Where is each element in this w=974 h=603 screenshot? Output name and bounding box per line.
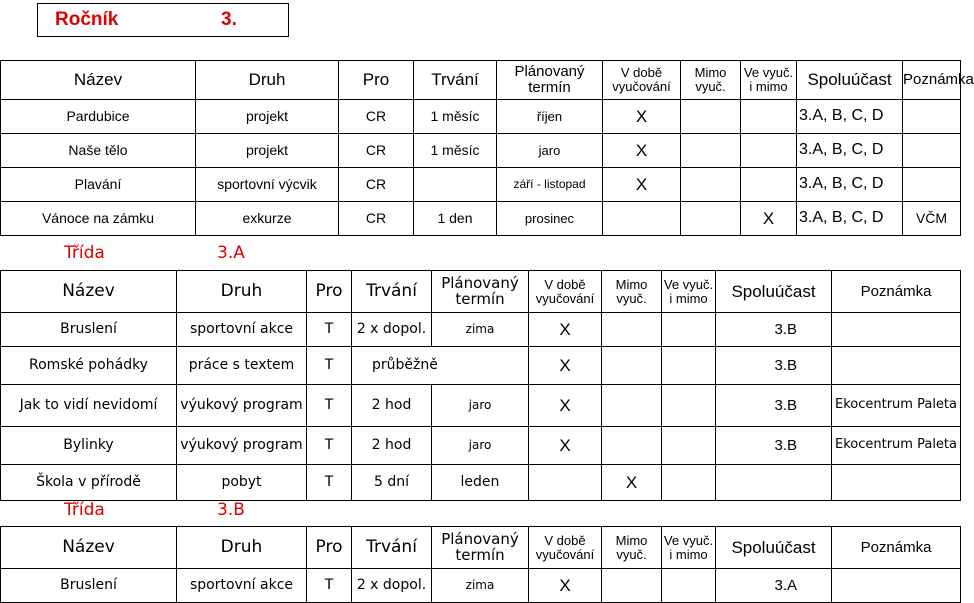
- col-trvani: Trvání: [352, 527, 432, 569]
- cell-nazev: Plavání: [1, 168, 196, 202]
- cell-poznamka: VČM: [903, 202, 961, 236]
- cell-pro: CR: [339, 100, 414, 134]
- cell-pro: T: [307, 385, 352, 427]
- col-druh: Druh: [196, 61, 339, 100]
- table-class-3b: [0, 526, 961, 603]
- cell-poznamka: [832, 569, 961, 603]
- cell-spoluucast: 3.A, B, C, D: [797, 202, 903, 236]
- cell-druh: projekt: [196, 100, 339, 134]
- cell-poznamka: Ekocentrum Paleta: [832, 427, 961, 465]
- year-value: 3.: [221, 9, 237, 30]
- cell-pro: CR: [339, 202, 414, 236]
- col-poznamka: Poznámka: [903, 61, 961, 100]
- cell-poznamka: [832, 313, 961, 347]
- cell-ve: [662, 313, 716, 347]
- table-row: [1, 347, 961, 385]
- col-mimo-vyuc: Mimo vyuč.: [602, 527, 662, 569]
- cell-spoluucast: 3.B: [716, 347, 832, 385]
- col-poznamka: Poznámka: [832, 527, 961, 569]
- col-ve-vyuc-i-mimo: Ve vyuč. i mimo: [662, 271, 716, 313]
- section-class-value: 3.A: [217, 243, 245, 263]
- col-nazev: Název: [1, 271, 177, 313]
- cell-mimo: [602, 313, 662, 347]
- cell-v-dobe: X: [603, 134, 681, 168]
- cell-trvani: průběžně: [352, 347, 529, 385]
- cell-nazev: Bruslení: [1, 313, 177, 347]
- cell-druh: výukový program: [177, 385, 307, 427]
- cell-termin: leden: [432, 465, 529, 501]
- cell-spoluucast: 3.B: [716, 427, 832, 465]
- cell-nazev: Bruslení: [1, 569, 177, 603]
- cell-nazev: Vánoce na zámku: [1, 202, 196, 236]
- col-nazev: Název: [1, 61, 196, 100]
- table-row: [1, 385, 961, 427]
- cell-poznamka: [832, 465, 961, 501]
- cell-mimo: [681, 202, 741, 236]
- section-class-label: Třída: [64, 500, 105, 520]
- cell-mimo: [602, 385, 662, 427]
- table-row: [1, 202, 961, 236]
- col-v-dobe-vyucovani: V době vyučování: [529, 271, 602, 313]
- col-mimo-vyuc: Mimo vyuč.: [602, 271, 662, 313]
- cell-nazev: Škola v přírodě: [1, 465, 177, 501]
- cell-v-dobe: X: [529, 347, 602, 385]
- cell-spoluucast: 3.B: [716, 385, 832, 427]
- cell-trvani: [414, 168, 497, 202]
- cell-termin: jaro: [432, 385, 529, 427]
- cell-poznamka: [832, 347, 961, 385]
- cell-mimo: [602, 347, 662, 385]
- col-pro: Pro: [339, 61, 414, 100]
- col-spoluucast: Spoluúčast: [797, 61, 903, 100]
- table-row: [1, 134, 961, 168]
- col-ve-vyuc-i-mimo: Ve vyuč. i mimo: [662, 527, 716, 569]
- table-header-row: [1, 61, 961, 100]
- col-druh: Druh: [177, 271, 307, 313]
- cell-pro: T: [307, 465, 352, 501]
- cell-poznamka: [903, 168, 961, 202]
- col-trvani: Trvání: [414, 61, 497, 100]
- col-ve-vyuc-i-mimo: Ve vyuč. i mimo: [741, 61, 797, 100]
- cell-druh: práce s textem: [177, 347, 307, 385]
- cell-mimo: [681, 168, 741, 202]
- cell-v-dobe: [529, 465, 602, 501]
- table-header-row: [1, 527, 961, 569]
- cell-v-dobe: X: [529, 427, 602, 465]
- cell-ve: [662, 385, 716, 427]
- cell-trvani: 1 měsíc: [414, 134, 497, 168]
- cell-druh: exkurze: [196, 202, 339, 236]
- table-class-3a: [0, 270, 961, 501]
- cell-trvani: 2 x dopol.: [352, 313, 432, 347]
- table-year-3: [0, 60, 974, 236]
- col-spoluucast: Spoluúčast: [716, 271, 832, 313]
- cell-mimo: [681, 100, 741, 134]
- cell-v-dobe: X: [529, 569, 602, 603]
- col-pro: Pro: [307, 527, 352, 569]
- cell-ve: [741, 168, 797, 202]
- table-row: [1, 168, 961, 202]
- year-label: Ročník: [55, 9, 119, 30]
- cell-v-dobe: X: [529, 385, 602, 427]
- cell-mimo: [602, 569, 662, 603]
- cell-druh: sportovní akce: [177, 313, 307, 347]
- cell-poznamka: [903, 100, 961, 134]
- cell-pro: T: [307, 313, 352, 347]
- cell-termin: říjen: [497, 100, 603, 134]
- col-spoluucast: Spoluúčast: [716, 527, 832, 569]
- col-pro: Pro: [307, 271, 352, 313]
- cell-druh: pobyt: [177, 465, 307, 501]
- col-planovany-termin: Plánovaný termín: [497, 61, 603, 100]
- cell-trvani: 5 dní: [352, 465, 432, 501]
- cell-ve: X: [741, 202, 797, 236]
- cell-ve: [741, 134, 797, 168]
- cell-spoluucast: 3.A: [716, 569, 832, 603]
- cell-spoluucast: 3.B: [716, 313, 832, 347]
- col-trvani: Trvání: [352, 271, 432, 313]
- cell-termin: zima: [432, 569, 529, 603]
- cell-mimo: X: [602, 465, 662, 501]
- cell-trvani: 2 hod: [352, 385, 432, 427]
- cell-nazev: Romské pohádky: [1, 347, 177, 385]
- cell-pro: T: [307, 347, 352, 385]
- cell-spoluucast: 3.A, B, C, D: [797, 134, 903, 168]
- cell-nazev: Naše tělo: [1, 134, 196, 168]
- cell-trvani: 2 x dopol.: [352, 569, 432, 603]
- cell-ve: [741, 100, 797, 134]
- table-row: [1, 427, 961, 465]
- cell-pro: T: [307, 569, 352, 603]
- cell-spoluucast: 3.A, B, C, D: [797, 168, 903, 202]
- cell-druh: sportovní výcvik: [196, 168, 339, 202]
- section-class-label: Třída: [64, 243, 105, 263]
- cell-v-dobe: X: [603, 100, 681, 134]
- cell-ve: [662, 427, 716, 465]
- cell-spoluucast: 3.A, B, C, D: [797, 100, 903, 134]
- col-planovany-termin: Plánovaný termín: [432, 527, 529, 569]
- table-header-row: [1, 271, 961, 313]
- cell-ve: [662, 347, 716, 385]
- cell-pro: CR: [339, 168, 414, 202]
- cell-trvani: 1 měsíc: [414, 100, 497, 134]
- col-poznamka: Poznámka: [832, 271, 961, 313]
- col-v-dobe-vyucovani: V době vyučování: [529, 527, 602, 569]
- cell-v-dobe: [603, 202, 681, 236]
- cell-nazev: Pardubice: [1, 100, 196, 134]
- cell-mimo: [681, 134, 741, 168]
- col-nazev: Název: [1, 527, 177, 569]
- cell-trvani: 1 den: [414, 202, 497, 236]
- table-row: [1, 100, 961, 134]
- cell-druh: projekt: [196, 134, 339, 168]
- cell-trvani: 2 hod: [352, 427, 432, 465]
- table-row: [1, 569, 961, 603]
- cell-poznamka: [903, 134, 961, 168]
- cell-termin: září - listopad: [497, 168, 603, 202]
- cell-termin: jaro: [497, 134, 603, 168]
- cell-pro: T: [307, 427, 352, 465]
- table-row: [1, 313, 961, 347]
- cell-spoluucast: [716, 465, 832, 501]
- cell-termin: jaro: [432, 427, 529, 465]
- cell-v-dobe: X: [603, 168, 681, 202]
- cell-ve: [662, 465, 716, 501]
- cell-ve: [662, 569, 716, 603]
- cell-nazev: Bylinky: [1, 427, 177, 465]
- section-class-value: 3.B: [217, 500, 245, 520]
- cell-termin: zima: [432, 313, 529, 347]
- cell-poznamka: Ekocentrum Paleta: [832, 385, 961, 427]
- col-v-dobe-vyucovani: V době vyučování: [603, 61, 681, 100]
- cell-druh: sportovní akce: [177, 569, 307, 603]
- cell-termin: prosinec: [497, 202, 603, 236]
- col-mimo-vyuc: Mimo vyuč.: [681, 61, 741, 100]
- cell-druh: výukový program: [177, 427, 307, 465]
- cell-mimo: [602, 427, 662, 465]
- col-planovany-termin: Plánovaný termín: [432, 271, 529, 313]
- cell-pro: CR: [339, 134, 414, 168]
- cell-nazev: Jak to vidí nevidomí: [1, 385, 177, 427]
- table-row: [1, 465, 961, 501]
- col-druh: Druh: [177, 527, 307, 569]
- cell-v-dobe: X: [529, 313, 602, 347]
